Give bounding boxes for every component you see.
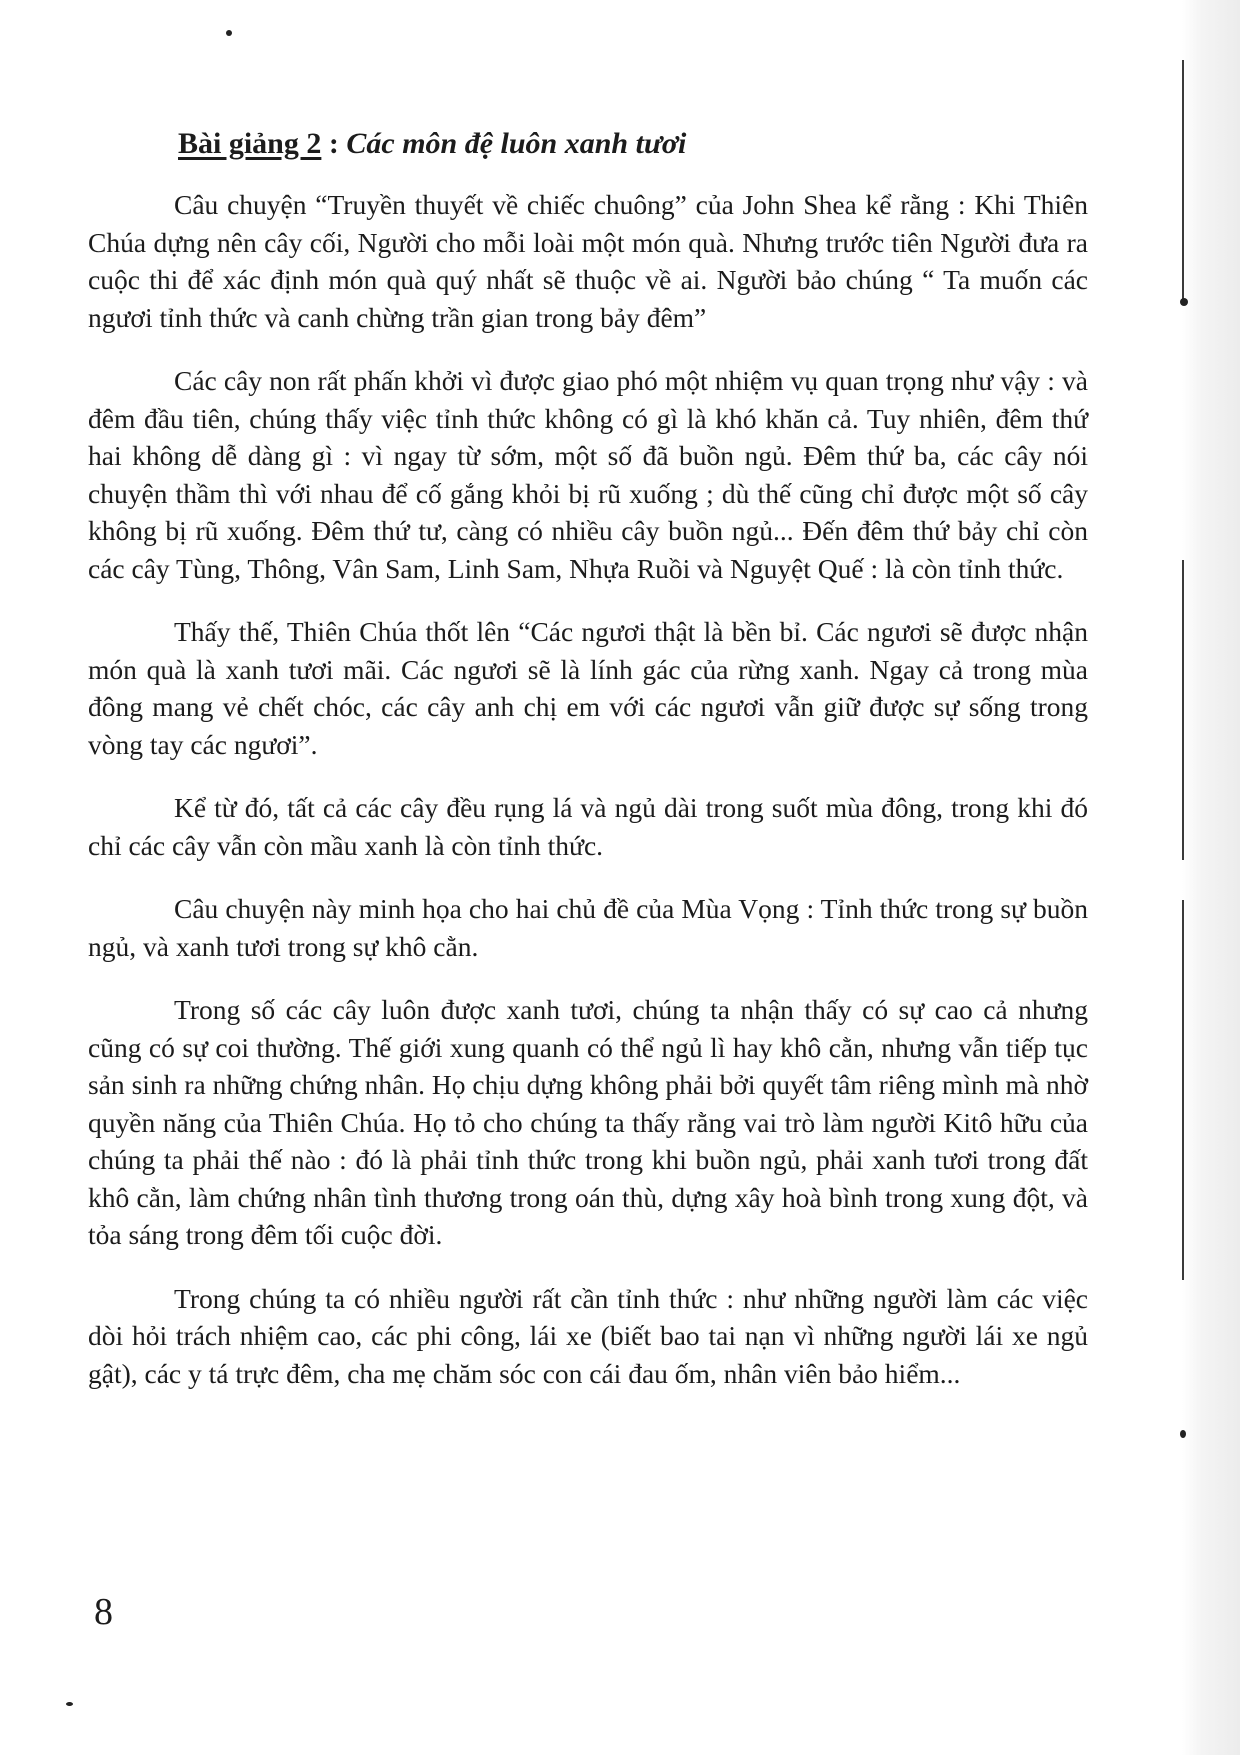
paragraph-witnesses: Trong số các cây luôn được xanh tươi, chúng ta nhận thấy có sự cao cả nhưng cũng có sự coi thường. Thế giới xung quanh có thể ngủ lì hay khô cằn, nhưng vẫn tiếp tục sản sinh ra những chứng nhân. Họ chịu dựng không phải bởi quyết tâm riêng mình mà nhờ quyền năng của Thiên Chúa. Họ tỏ cho chúng ta thấy rằng vai trò làm người Kitô hữu của chúng ta phải thế nào : đó là phải tỉnh thức trong khi buồn ngủ, phải xanh tươi trong đất khô cằn, làm chứng nhân tình thương trong oán thù, dựng xây hoà bình trong xung đột, và tỏa sáng trong đêm tối cuộc đời. (88, 994, 1088, 1250)
paragraph-advent-themes: Câu chuyện này minh họa cho hai chủ đề của Mùa Vọng : Tỉnh thức trong sự buồn ngủ, và xanh tươi trong sự khô cằn. (88, 893, 1088, 962)
paragraph-young-trees: Các cây non rất phấn khởi vì được giao phó một nhiệm vụ quan trọng như vậy : và đêm đầu tiên, chúng thấy việc tỉnh thức không có gì là khó khăn cả. Tuy nhiên, đêm thứ hai không dễ dàng gì : vì ngay từ sớm, một số đã buồn ngủ. Đêm thứ ba, các cây nói chuyện thầm thì với nhau để cố gắng khỏi bị rũ xuống ; dù thế cũng chỉ được một số cây không bị rũ xuống. Đêm thứ tư, càng có nhiều cây buồn ngủ... Đến đêm thứ bảy chỉ còn các cây Tùng, Thông, Vân Sam, Linh Sam, Nhựa Ruồi và Nguyệt Quế : là còn tỉnh thức. (88, 365, 1088, 584)
paragraph-god-speaks: Thấy thế, Thiên Chúa thốt lên “Các ngươi thật là bền bỉ. Các ngươi sẽ được nhận món quà là xanh tươi mãi. Các ngươi sẽ là lính gác của rừng xanh. Ngay cả trong mùa đông mang vẻ chết chóc, các cây anh chị em với các ngươi vẫn giữ được sự sống trong vòng tay các ngươi”. (88, 616, 1088, 760)
scan-speck (1180, 1430, 1186, 1438)
lesson-heading (178, 124, 1088, 164)
scan-speck (66, 1702, 73, 1706)
scan-speck (1180, 298, 1188, 306)
lesson-label: Bài giảng 2 (178, 127, 322, 160)
scan-edge-line (1182, 900, 1184, 1280)
heading-separator: : (321, 127, 347, 160)
page-content (88, 124, 1088, 1418)
paragraph-story-intro: Câu chuyện “Truyền thuyết về chiếc chuông” của John Shea kể rằng : Khi Thiên Chúa dựng nên cây cối, Người cho mỗi loài một món quà. Nhưng trước tiên Người đưa ra cuộc thi để xác định món quà quý nhất sẽ thuộc về ai. Người bảo chúng “ Ta muốn các ngươi tỉnh thức và canh chừng trần gian trong bảy đêm” (88, 189, 1088, 333)
page-number: 8 (94, 1591, 113, 1633)
scan-edge-shadow (1182, 0, 1240, 1755)
scan-speck (226, 30, 232, 36)
lesson-title: Các môn đệ luôn xanh tươi (346, 127, 687, 160)
paragraph-winter: Kể từ đó, tất cả các cây đều rụng lá và ngủ dài trong suốt mùa đông, trong khi đó chỉ các cây vẫn còn mầu xanh là còn tỉnh thức. (88, 792, 1088, 861)
scan-edge-line (1182, 60, 1184, 300)
scan-edge-line (1182, 560, 1184, 860)
paragraph-vigilance: Trong chúng ta có nhiều người rất cần tỉnh thức : như những người làm các việc dòi hỏi trách nhiệm cao, các phi công, lái xe (biết bao tai nạn vì những người lái xe ngủ gật), các y tá trực đêm, cha mẹ chăm sóc con cái đau ốm, nhân viên bảo hiểm... (88, 1282, 1088, 1389)
